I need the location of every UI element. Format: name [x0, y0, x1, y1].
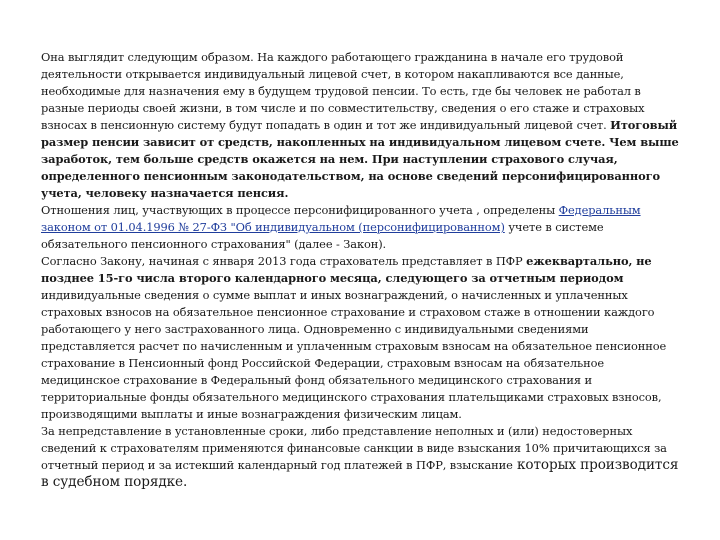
paragraph-account-text: Она выглядит следующим образом. На каждого работающего гражданина в начале его трудовой деятельности открывается индивидуальный лицевой счет, в котором накапливаются все данные, необходимые для назначения ему в будущем трудовой пенсии. То есть, где бы человек не работал в разные периоды своей жизни, в том числе и по совместительству, сведения о его стаже и страховых взносах в пенсионную систему будут попадать в один и тот же индивидуальный лицевой счет. [41, 50, 645, 132]
federal-law-link[interactable]: Федеральным законом от 01.04.1996 № 27-ФЗ "Об индивидуальном (персонифицированном) [41, 203, 641, 234]
paragraph-sanctions [41, 423, 681, 491]
paragraph-sanctions-text: За непредставление в установленные сроки, либо представление неполных и (или) недостоверных сведений к страхователям применяются финансовые санкции в виде взыскания 10% причитающихся за отчетный период и за истекший календарный год платежей в ПФР, взыскание [41, 424, 667, 472]
paragraph-account [41, 49, 681, 202]
paragraph-sanctions-tail: которых производится в судебном порядке. [41, 457, 679, 490]
paragraph-reporting-intro: Согласно Закону, начиная с января 2013 года страхователь представляет в ПФР [41, 254, 527, 268]
paragraph-pension-size: Итоговый размер пенсии зависит от средств, накопленных на индивидуальном лицевом счете. Чем выше заработок, тем больше средств окажется на нем. При наступлении страхового случая, определенного пенсионным законодательством, на основе сведений персонифицированного учета, человеку назначается пенсия. [41, 118, 679, 200]
paragraph-law-tail: учете в системе обязательного пенсионного страхования" (далее - Закон). [41, 220, 604, 251]
paragraph-reporting-body: индивидуальные сведения о сумме выплат и иных вознаграждений, о начисленных и уплаченных страховых взносов на обязательное пенсионное страхование и страховом стаже в отношении каждого работающего у него застрахованного лица. Одновременно с индивидуальными сведениями представляется расчет по начисленным и уплаченным страховым взносам на обязательное пенсионное страхование в Пенсионный фонд Российской Федерации, страховым взносам на обязательное медицинское страхование в Федеральный фонд обязательного медицинского страхования и территориальные фонды обязательного медицинского страхования плательщиками страховых взносов, производящими выплаты и иные вознаграждения физическим лицам. [41, 288, 667, 421]
paragraph-law-intro: Отношения лиц, участвующих в процессе персонифицированного учета , определены [41, 203, 559, 217]
document-body [41, 49, 681, 491]
paragraph-reporting [41, 253, 681, 423]
paragraph-reporting-deadline: ежеквартально, не позднее 15-го числа второго календарного месяца, следующего за отчетным периодом [41, 254, 652, 285]
paragraph-law [41, 202, 681, 253]
